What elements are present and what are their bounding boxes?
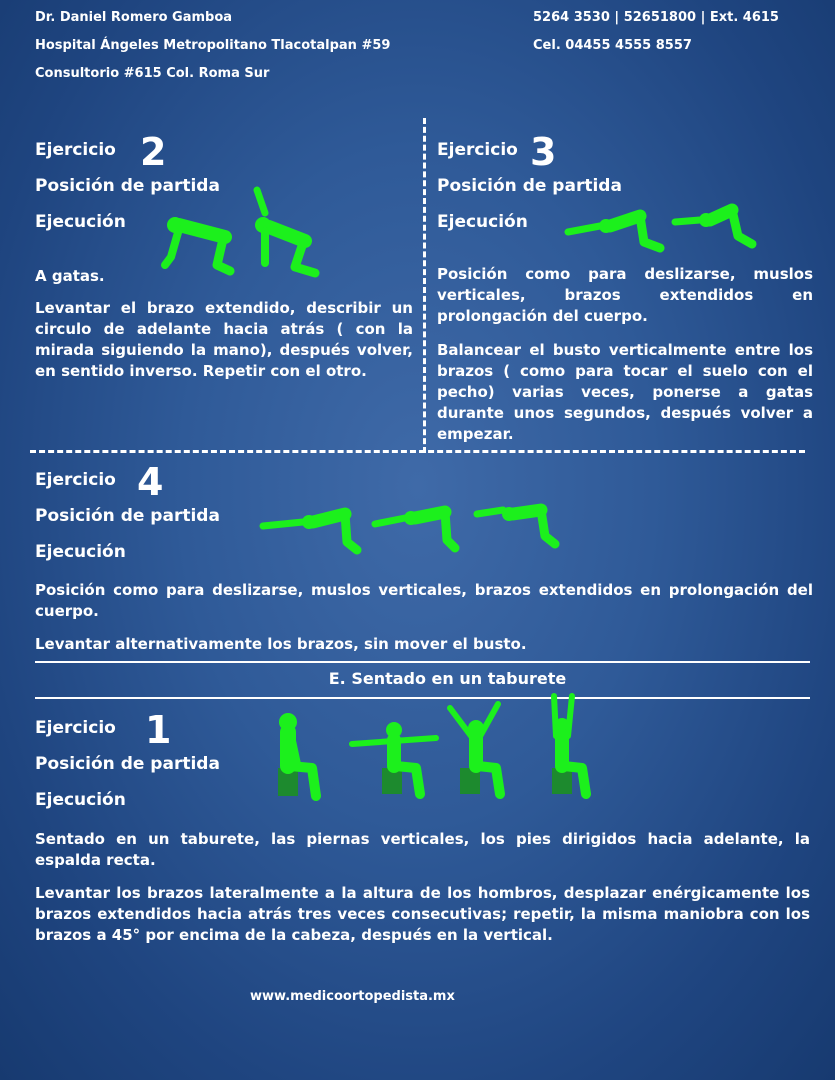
phone-numbers: 5264 3530 | 52651800 | Ext. 4615 (533, 10, 779, 25)
ex1-ejecucion-label: Ejecución (35, 790, 126, 810)
ex1-number: 1 (145, 708, 172, 752)
ex3-start-text: Posición como para deslizarse, muslos verticales, brazos extendidos en prolongación del cuerpo. (437, 265, 813, 325)
ex2-posicion-label: Posición de partida (35, 176, 220, 196)
ex1-posicion-label: Posición de partida (35, 754, 220, 774)
ex2-exec-text: Levantar el brazo extendido, describir un circulo de adelante hacia atrás ( con la mirada siguiendo la mano), después volver, en sentido inverso. Repetir con el otro. (35, 299, 413, 380)
ex4-exec-text: Levantar alternativamente los brazos, sin mover el busto. (35, 635, 527, 653)
ex2-start-text: A gatas. (35, 267, 105, 285)
ex4-start-text: Posición como para deslizarse, muslos verticales, brazos extendidos en prolongación del cuerpo. (35, 581, 813, 620)
ex4-ejecucion-label: Ejecución (35, 542, 126, 562)
ex3-posicion-label: Posición de partida (437, 176, 622, 196)
ex2-ejecucion-label: Ejecución (35, 212, 126, 232)
horizontal-divider (30, 450, 805, 453)
section-e-title: E. Sentado en un taburete (328, 669, 567, 688)
ex2-number: 2 (140, 130, 167, 174)
ex3-ejecucion-label: Ejecución (437, 212, 528, 232)
hospital-address: Hospital Ángeles Metropolitano Tlacotalpan #59 (35, 38, 391, 53)
ex4-number: 4 (137, 460, 164, 504)
section-rule-top (35, 661, 810, 663)
ex1-exec-text: Levantar los brazos lateralmente a la altura de los hombros, desplazar enérgicamente los brazos extendidos hacia atrás tres veces consecutivas; repetir, la misma maniobra con los brazos a 45° por encima de la cabeza, después en la vertical. (35, 884, 810, 944)
vertical-divider (423, 118, 426, 453)
website-link[interactable]: www.medicoortopedista.mx (250, 989, 455, 1004)
ex3-exec-text: Balancear el busto verticalmente entre los brazos ( como para tocar el suelo con el pecho) varias veces, ponerse a gatas durante unos segundos, después volver a empezar. (437, 341, 813, 443)
doctor-name: Dr. Daniel Romero Gamboa (35, 10, 233, 25)
ex4-ejercicio-label: Ejercicio (35, 470, 116, 490)
ex4-figures-illustration (255, 500, 565, 560)
ex3-figures-illustration (560, 200, 760, 260)
cell-phone: Cel. 04455 4555 8557 (533, 38, 692, 53)
office-address: Consultorio #615 Col. Roma Sur (35, 66, 270, 81)
ex3-number: 3 (530, 130, 557, 174)
ex1-ejercicio-label: Ejercicio (35, 718, 116, 738)
ex1-figures-illustration (270, 690, 610, 810)
ex4-posicion-label: Posición de partida (35, 506, 220, 526)
ex3-ejercicio-label: Ejercicio (437, 140, 518, 160)
ex1-start-text: Sentado en un taburete, las piernas verticales, los pies dirigidos hacia adelante, la espalda recta. (35, 830, 810, 869)
ex2-ejercicio-label: Ejercicio (35, 140, 116, 160)
